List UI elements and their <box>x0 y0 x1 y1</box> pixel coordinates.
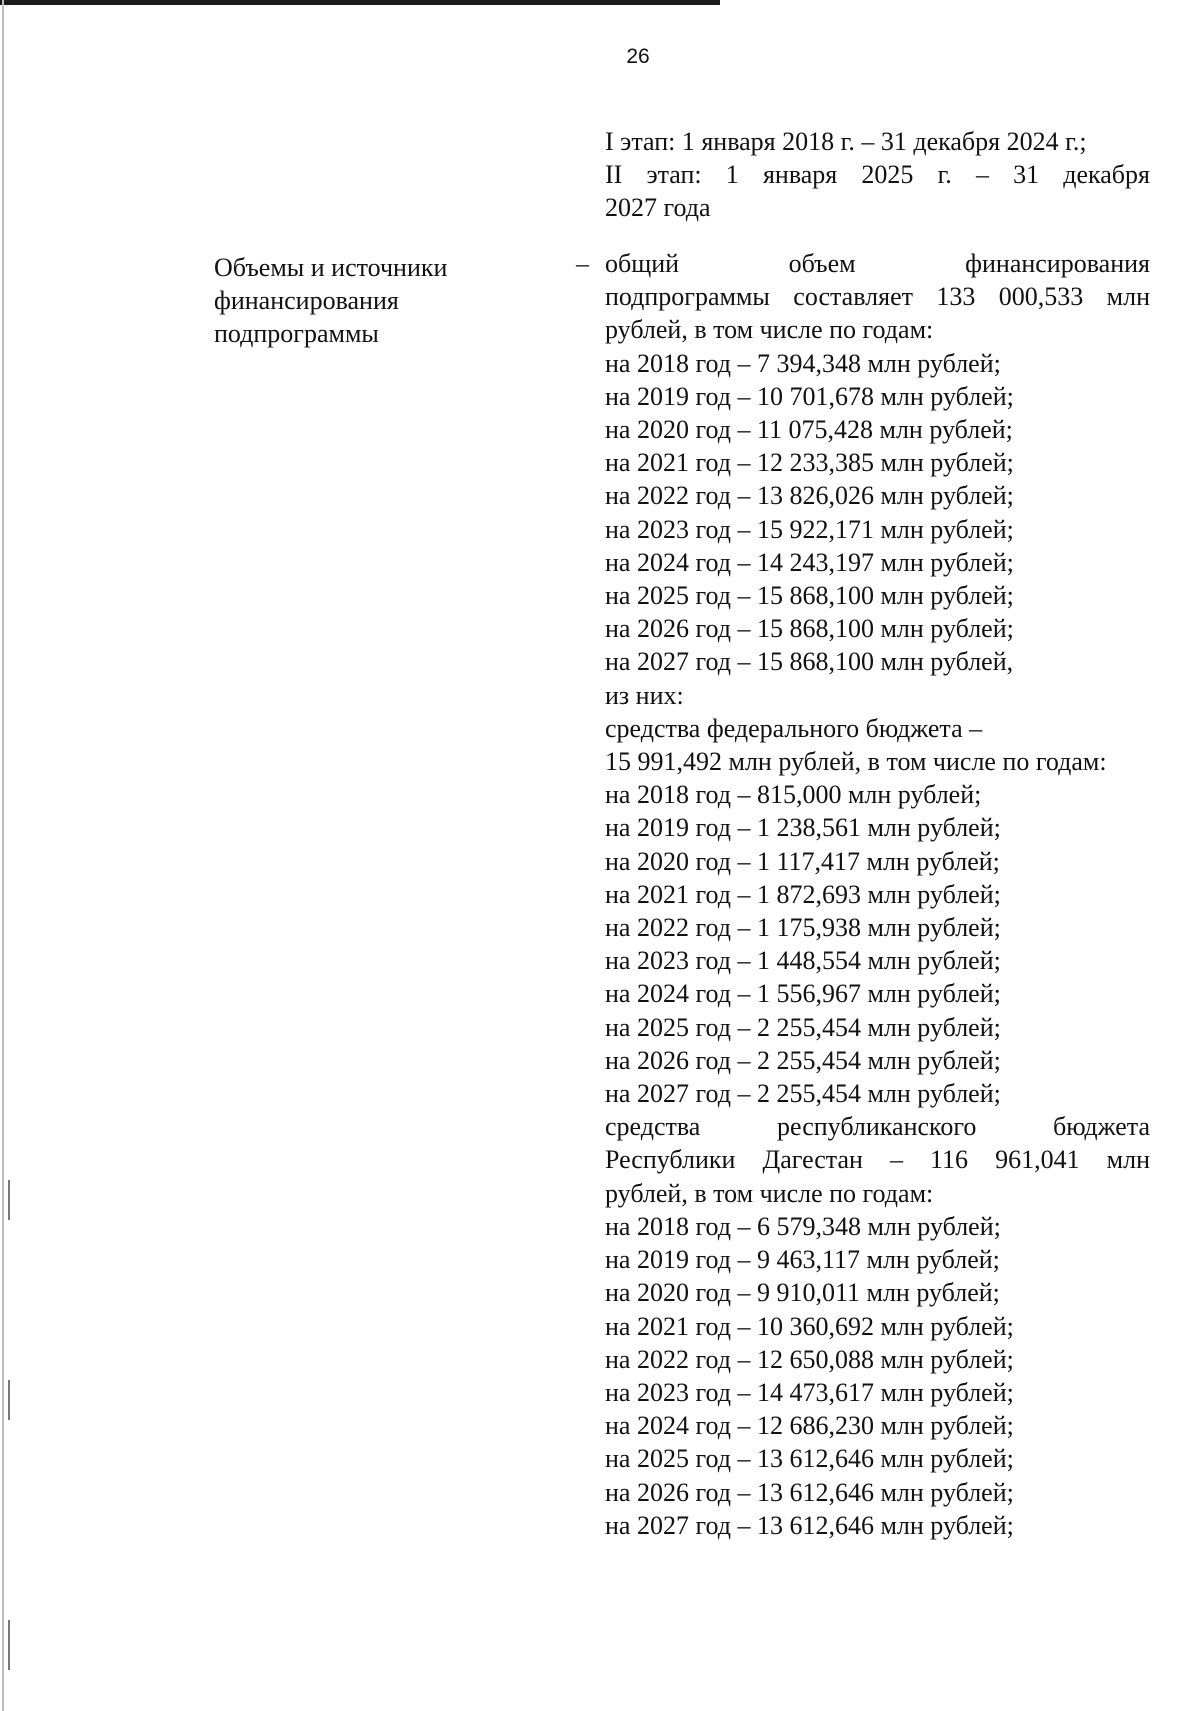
implementation-stages <box>605 125 1150 224</box>
total-line-1: общий объем финансирования <box>605 249 1150 278</box>
funding-details <box>605 247 1150 1542</box>
federal-year-item: на 2020 год – 1 117,417 млн рублей; <box>605 846 1000 876</box>
scan-artifact-mark <box>8 1380 10 1420</box>
total-year-item: на 2020 год – 11 075,428 млн рублей; <box>605 415 1013 445</box>
republic-line-1: средства республиканского бюджета <box>605 1112 1150 1142</box>
federal-year-item: на 2019 год – 1 238,561 млн рублей; <box>605 813 1001 843</box>
republic-year-item: на 2027 год – 13 612,646 млн рублей; <box>605 1510 1014 1540</box>
total-year-item: на 2019 год – 10 701,678 млн рублей; <box>605 381 1014 411</box>
total-year-item: на 2025 год – 15 868,100 млн рублей; <box>605 581 1014 611</box>
republic-line-3: рублей, в том числе по годам: <box>605 1178 934 1208</box>
republic-line-2: Республики Дагестан – 116 961,041 млн <box>605 1145 1150 1175</box>
total-year-item: на 2018 год – 7 394,348 млн рублей; <box>605 348 1001 378</box>
scan-top-edge <box>0 0 720 5</box>
federal-year-item: на 2027 год – 2 255,454 млн рублей; <box>605 1079 1001 1109</box>
page-number: 26 <box>626 45 650 68</box>
row-label-line: подпрограммы <box>214 319 379 348</box>
stage-1: I этап: 1 января 2018 г. – 31 декабря 2024 г.; <box>605 127 1087 156</box>
republic-year-item: на 2018 год – 6 579,348 млн рублей; <box>605 1211 1001 1241</box>
scan-left-edge <box>2 0 4 1711</box>
total-year-item: на 2023 год – 15 922,171 млн рублей; <box>605 514 1014 544</box>
total-year-item: на 2024 год – 14 243,197 млн рублей; <box>605 547 1014 577</box>
total-line-3: рублей, в том числе по годам: <box>605 315 934 345</box>
stage-2-line-1: II этап: 1 января 2025 г. – 31 декабря <box>605 160 1150 189</box>
scan-artifact-mark <box>8 1180 10 1220</box>
total-year-item: на 2026 год – 15 868,100 млн рублей; <box>605 614 1014 644</box>
row-label-line: Объемы и источники <box>214 253 448 282</box>
row-label-line: финансирования <box>214 286 399 315</box>
federal-line-1: средства федерального бюджета – <box>605 713 983 743</box>
row-dash: – <box>576 249 589 278</box>
scan-artifact-mark <box>8 1620 10 1670</box>
federal-line-2: 15 991,492 млн рублей, в том числе по годам: <box>605 747 1107 777</box>
republic-year-item: на 2022 год – 12 650,088 млн рублей; <box>605 1344 1014 1374</box>
total-line-2: подпрограммы составляет 133 000,533 млн <box>605 282 1150 312</box>
republic-year-item: на 2024 год – 12 686,230 млн рублей; <box>605 1411 1014 1441</box>
federal-year-item: на 2024 год – 1 556,967 млн рублей; <box>605 979 1001 1009</box>
federal-year-item: на 2018 год – 815,000 млн рублей; <box>605 780 982 810</box>
of-which-label: из них: <box>605 680 684 710</box>
republic-year-item: на 2019 год – 9 463,117 млн рублей; <box>605 1245 1000 1275</box>
federal-year-item: на 2026 год – 2 255,454 млн рублей; <box>605 1045 1001 1075</box>
republic-year-item: на 2025 год – 13 612,646 млн рублей; <box>605 1444 1014 1474</box>
federal-year-item: на 2023 год – 1 448,554 млн рублей; <box>605 946 1001 976</box>
funding-row-label <box>214 251 534 350</box>
total-year-item: на 2027 год – 15 868,100 млн рублей, <box>605 647 1014 677</box>
republic-year-item: на 2023 год – 14 473,617 млн рублей; <box>605 1377 1014 1407</box>
federal-year-item: на 2022 год – 1 175,938 млн рублей; <box>605 913 1001 943</box>
federal-year-item: на 2021 год – 1 872,693 млн рублей; <box>605 879 1001 909</box>
stage-2-line-2: 2027 года <box>605 193 711 222</box>
federal-year-item: на 2025 год – 2 255,454 млн рублей; <box>605 1012 1001 1042</box>
republic-year-item: на 2020 год – 9 910,011 млн рублей; <box>605 1278 1000 1308</box>
total-year-item: на 2021 год – 12 233,385 млн рублей; <box>605 448 1014 478</box>
republic-year-item: на 2021 год – 10 360,692 млн рублей; <box>605 1311 1014 1341</box>
total-year-item: на 2022 год – 13 826,026 млн рублей; <box>605 481 1014 511</box>
republic-year-item: на 2026 год – 13 612,646 млн рублей; <box>605 1477 1014 1507</box>
